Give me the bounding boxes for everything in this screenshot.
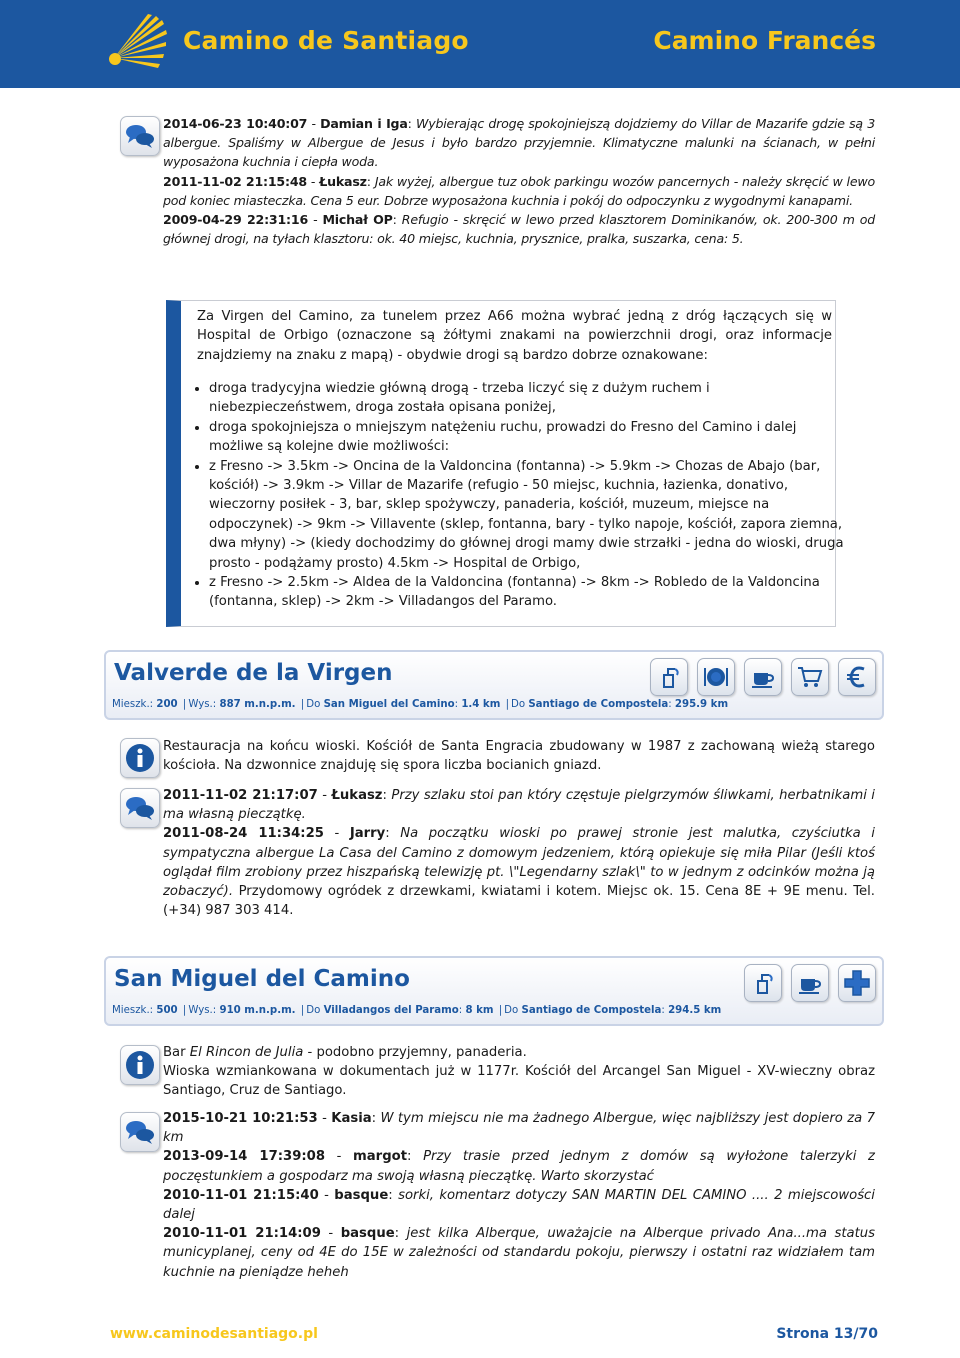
next-label: Do <box>306 1005 321 1016</box>
page-number: Strona 13/70 <box>776 1326 878 1342</box>
santiago-label: Do <box>511 699 526 710</box>
altitude-label: Wys.: <box>188 699 217 710</box>
comment-timestamp: 2011-11-02 21:15:48 <box>163 173 307 189</box>
next-place: Villadangos del Paramo <box>323 1005 459 1016</box>
comment-timestamp: 2015-10-21 10:21:53 <box>163 1111 318 1126</box>
cafe-icon <box>744 658 782 696</box>
comment-item: 2013-09-14 17:39:08 - margot: Przy trasie przed jednym z domów są wyłożone talerzyki z poczęstunkiem a gospodarz ma swoją własną pieczątkę. Warto skorzystać <box>163 1149 875 1184</box>
comment-author: basque <box>340 1226 395 1242</box>
page-header <box>0 0 960 88</box>
comment-item: 2011-11-02 21:15:48 - Łukasz: Jak wyżej, albergue tuz obok parkingu wozów pancernych - należy skręcić w lewo pod koniec miasteczka. Cena 5 eur. Dobrze wyposażona kuchnia i pokój do odpoczynku z wygodnymi kanapami. <box>163 173 875 208</box>
comment-text: Na początku wioski po prawej stronie jest malutka, czyściutka i sympatyczna albergue La Casa del Camino z domowym jedzeniem, którą opiekuje się miła Pilar (Jeśli ktoś oglądał film zrobiony przez hiszpańską telewizję pt. \"Legendarny szlak\" to w jednym z odcinków można ją zobaczyć). <box>163 826 875 900</box>
town-header-san-miguel <box>104 956 884 1026</box>
comment-text: Przy szlaku stoi pan który częstuje pielgrzymów śliwkami, herbatnikami i ma własną pieczątkę. <box>163 788 875 823</box>
comment-author: basque <box>334 1187 389 1203</box>
comment-item: 2014-06-23 10:40:07 - Damian i Iga: Wybierając drogę spokojniejszą dojdziemy do Villar de Mazarife gdzie są 3 albergue. Spaliśmy w Albergue de Jesus i było bardzo przyjemnie. Klimatyczne malunki na ścianach, w pełni wyposażona kuchnia i ciepła woda. <box>163 116 876 170</box>
comment-author: Łukasz <box>319 173 367 189</box>
route-option: • z Fresno -> 2.5km -> Aldea de la Valdoncina (fontanna) -> 8km -> Robledo de la Valdoncina (fontanna, sklep) -> 2km -> Villadangos del Paramo. <box>209 573 849 612</box>
comment-list <box>163 1109 875 1282</box>
comment-timestamp: 2014-06-23 10:40:07 <box>163 116 308 131</box>
comment-text: sorki, komentarz dotyczy SAN MARTIN DEL CAMINO .... 2 miejscowości dalej <box>163 1187 875 1223</box>
next-place: San Miguel del Camino <box>323 699 455 710</box>
santiago-distance: 294.5 km <box>668 1005 722 1016</box>
altitude-value: 910 m.n.p.m. <box>219 1005 296 1016</box>
water-fountain-icon <box>650 658 688 696</box>
town-description <box>163 1043 875 1101</box>
info-icon <box>120 738 160 778</box>
route-info-box <box>166 300 844 627</box>
atm-euro-icon <box>838 658 876 696</box>
comment-author: Łukasz <box>331 788 383 803</box>
description-text: Wioska wzmiankowana w dokumentach już w 1177r. Kościół del Arcangel San Miguel - XV-wieczny obraz Santiago, Cruz de Santiago. <box>163 1064 875 1099</box>
comment-item: 2010-11-01 21:15:40 - basque: sorki, komentarz dotyczy SAN MARTIN DEL CAMINO .... 2 miejscowości dalej <box>163 1187 875 1223</box>
comment-item: 2010-11-01 21:14:09 - basque: jest kilka Alberque, uważajcie na Alberque privado Ana...ma status municyplanej, ceny od 4E do 15E w zależności od standardu pokoju, pierwszy i ostatni raz widziałem tam kuchnie na pieniądze heheh <box>163 1226 875 1280</box>
comment-author: Jarry <box>349 826 386 842</box>
comment-item: 2015-10-21 10:21:53 - Kasia: W tym miejscu nie ma żadnego Albergue, więc najbliższy jest dopiero za 7 km <box>163 1111 875 1146</box>
info-icon <box>120 1045 160 1085</box>
route-option: • droga tradycyjna wiedzie główną drogą - trzeba liczyć się z dużym ruchem i niebezpieczeństwem, droga została opisana poniżej, <box>209 379 849 418</box>
town-meta: Mieszk.: 200 | Wys.: 887 m.n.p.m. | Do San Miguel del Camino: 1.4 km | Do Santiago de Compostela: 295.9 km <box>112 699 729 710</box>
route-option: • droga spokojniejsza o mniejszym natężeniu ruchu, prowadzi do Fresno del Camino i dalej możliwe są kolejne dwie możliwości: <box>209 418 849 457</box>
bar-name: El Rincon de Julia <box>189 1045 304 1060</box>
comments-icon <box>120 116 160 156</box>
santiago-label: Do <box>504 1005 519 1016</box>
town-header-valverde <box>104 650 884 720</box>
comments-icon <box>120 1112 160 1152</box>
route-intro: Za Virgen del Camino, za tunelem przez A66 można wybrać jedną z dróg łączących się w Hospital de Orbigo (oznaczone są żółtymi znakami na powierzchnii drogi, oraz informacje znajdziemy na znaku z mapą) - obydwie drogi są bardzo dobrze oznakowane: <box>197 309 832 363</box>
altitude-label: Wys.: <box>188 1005 217 1016</box>
comment-text: Refugio - skręcić w lewo przed klasztorem Dominikanów, ok. 200-300 m od głównej drogi, na tyłach klasztoru: ok. 40 miejsc, kuchnia, prysznice, pralka, suszarka, cena: 5. <box>163 212 875 247</box>
santiago-place: Santiago de Compostela <box>528 699 669 710</box>
site-title: Camino de Santiago <box>183 26 469 55</box>
amenity-icons <box>650 658 876 696</box>
comment-list <box>163 786 875 920</box>
description-text <box>163 1043 875 1062</box>
restaurant-icon <box>697 658 735 696</box>
scallop-shell-logo <box>106 14 170 74</box>
comment-text-plain: Przydomowy ogródek z drzewkami, kwiatami i kotem. Miejsc ok. 15. Cena 8E + 9E menu. Tel. (+34) 987 303 414. <box>163 884 875 919</box>
population-value: 200 <box>156 699 178 710</box>
comment-item: 2011-08-24 11:34:25 - Jarry: Na początku wioski po prawej stronie jest malutka, czyściutka i sympatyczna albergue La Casa del Camino z domowym jedzeniem, którą opiekuje się miła Pilar (Jeśli ktoś oglądał film zrobiony przez hiszpańską telewizję pt. \"Legendarny szlak\" to w jednym z odcinków można ją zobaczyć). Przydomowy ogródek z drzewkami, kwiatami i kotem. Miejsc ok. 15. Cena 8E + 9E menu. Tel. (+34) 987 303 414. <box>163 826 875 919</box>
comment-author: Michał OP <box>322 212 393 228</box>
comment-timestamp: 2013-09-14 17:39:08 <box>163 1149 325 1165</box>
comment-list <box>163 114 875 248</box>
population-value: 500 <box>156 1005 178 1016</box>
comment-item: 2011-11-02 21:17:07 - Łukasz: Przy szlaku stoi pan który częstuje pielgrzymów śliwkami, herbatnikami i ma własną pieczątkę. <box>163 788 875 823</box>
santiago-place: Santiago de Compostela <box>521 1005 662 1016</box>
comment-timestamp: 2011-08-24 11:34:25 <box>163 826 324 842</box>
amenity-icons <box>744 964 876 1002</box>
town-name: Valverde de la Virgen <box>114 660 393 686</box>
comments-icon <box>120 788 160 828</box>
cafe-icon <box>791 964 829 1002</box>
pharmacy-cross-icon <box>838 964 876 1002</box>
altitude-value: 887 m.n.p.m. <box>219 699 296 710</box>
comment-timestamp: 2011-11-02 21:17:07 <box>163 788 318 803</box>
next-label: Do <box>306 699 321 710</box>
comment-timestamp: 2009-04-29 22:31:16 <box>163 212 309 228</box>
comment-text: Przy trasie przed jednym z domów są wyłożone talerzyki z poczęstunkiem a gospodarz ma swoją własną pieczątkę. Warto skorzystać <box>163 1149 875 1184</box>
comment-timestamp: 2010-11-01 21:15:40 <box>163 1187 319 1203</box>
population-label: Mieszk.: <box>112 1005 154 1016</box>
website-link[interactable]: www.caminodesantiago.pl <box>110 1326 318 1342</box>
comment-timestamp: 2010-11-01 21:14:09 <box>163 1226 321 1242</box>
town-meta: Mieszk.: 500 | Wys.: 910 m.n.p.m. | Do Villadangos del Paramo: 8 km | Do Santiago de Compostela: 294.5 km <box>112 1005 722 1016</box>
comment-author: Kasia <box>331 1111 372 1126</box>
route-title: Camino Francés <box>653 26 876 55</box>
population-label: Mieszk.: <box>112 699 154 710</box>
shop-cart-icon <box>791 658 829 696</box>
route-option: • z Fresno -> 3.5km -> Oncina de la Valdoncina (fontanna) -> 5.9km -> Chozas de Abajo (bar, kościół) -> 3.9km -> Villar de Mazarife (refugio - 50 miejsc, kuchnia, łazienka, donativo, wieczorny posiłek - 3, bar, sklep spożywczy, panaderia, kościół, muzeum, miejsce na odpoczynek) -> 9km -> Villavente (sklep, fontanna, bary - tylko napoje, kościół, zapora ziemna, dwa młyny) -> (kiedy dochodzimy do głównej drogi mamy dwie strzałki - jedna do wioski, druga prosto - podążamy prosto) 4.5km -> Hospital de Orbigo, <box>209 457 849 573</box>
route-options-list <box>195 379 849 612</box>
santiago-distance: 295.9 km <box>674 699 729 710</box>
description-prefix: Bar <box>163 1045 190 1060</box>
town-name: San Miguel del Camino <box>114 966 410 992</box>
description-text: Restauracja na końcu wioski. Kościół de Santa Engracia zbudowany w 1987 z zachowaną wieżą starego kościoła. Na dzwonnice znajduję się spora liczba bocianich gniazd. <box>163 739 875 774</box>
comment-text: jest kilka Alberque, uważajcie na Alberque privado Ana...ma status municyplanej, ceny od 4E do 15E w zależności od standardu pokoju, pierwszy i ostatni raz widziałem tam kuchnie na pieniądze heheh <box>163 1226 875 1280</box>
comment-author: Damian i Iga <box>320 116 408 131</box>
next-distance: 8 km <box>465 1005 494 1016</box>
comment-text: W tym miejscu nie ma żadnego Albergue, więc najbliższy jest dopiero za 7 km <box>163 1111 875 1146</box>
town-description <box>163 737 875 775</box>
comment-text: Wybierając drogę spokojniejszą dojdziemy do Villar de Mazarife gdzie są 3 albergue. Spaliśmy w Albergue de Jesus i było bardzo przyjemnie. Klimatyczne malunki na ścianach, w pełni wyposażona kuchnia i ciepła woda. <box>163 116 876 170</box>
next-distance: 1.4 km <box>461 699 501 710</box>
comment-author: margot <box>353 1149 407 1165</box>
comment-text: Jak wyżej, albergue tuz obok parkingu wozów pancernych - należy skręcić w lewo pod koniec miasteczka. Cena 5 eur. Dobrze wyposażona kuchnia i pokój do odpoczynku z wygodnymi kanapami. <box>163 173 875 208</box>
comment-item: 2009-04-29 22:31:16 - Michał OP: Refugio - skręcić w lewo przed klasztorem Dominikanów, ok. 200-300 m od głównej drogi, na tyłach klasztoru: ok. 40 miejsc, kuchnia, prysznice, pralka, suszarka, cena: 5. <box>163 212 875 247</box>
water-fountain-icon <box>744 964 782 1002</box>
description-suffix: - podobno przyjemny, panaderia. <box>303 1045 527 1060</box>
